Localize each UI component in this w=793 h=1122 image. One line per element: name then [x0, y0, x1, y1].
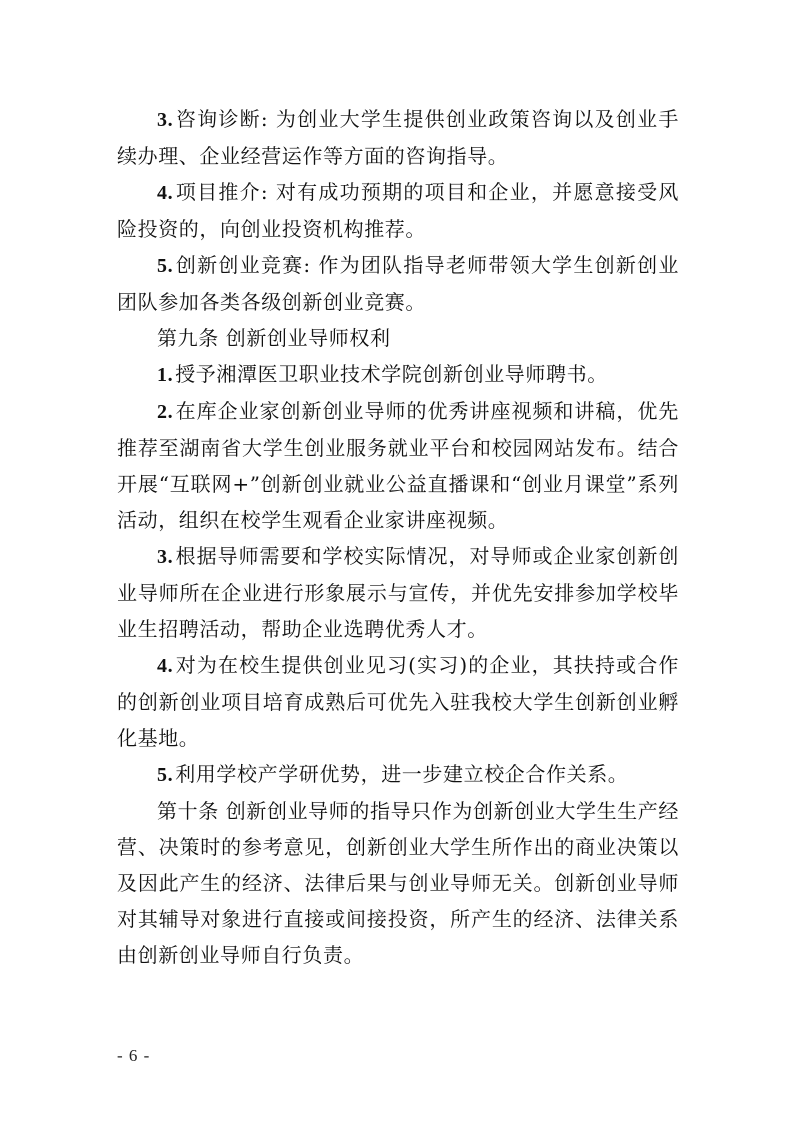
- paragraph-item-3-consulting: [117, 101, 679, 174]
- paragraph-text: 第十条 创新创业导师的指导只作为创新创业大学生生产经营、决策时的参考意见，创新创业大学生所作出的商业决策以及因此产生的经济、法律后果与创业导师无关。创新创业导师对其辅导对象进行直接或间接投资，所产生的经济、法律关系由创新创业导师自行负责。: [117, 799, 679, 967]
- paragraph-text: 根据导师需要和学校实际情况，对导师或企业家创新创业导师所在企业进行形象展示与宣传，并优先安排参加学校毕业生招聘活动，帮助企业选聘优秀人才。: [117, 544, 679, 641]
- paragraph-text: 利用学校产学研优势，进一步建立校企合作关系。: [175, 762, 629, 786]
- page-number: - 6 -: [117, 1046, 151, 1065]
- paragraph-right-3-publicity: [117, 538, 679, 647]
- item-number: 2.: [157, 401, 174, 423]
- paragraph-text: 创新创业竞赛: 作为团队指导老师带领大学生创新创业团队参加各类各级创新创业竞赛。: [117, 253, 679, 314]
- paragraph-text: 咨询诊断: 为创业大学生提供创业政策咨询以及创业手续办理、企业经营运作等方面的咨询指导。: [117, 107, 679, 168]
- article-9-heading: [117, 320, 679, 356]
- item-number: 3.: [157, 109, 174, 131]
- paragraph-text: 第九条 创新创业导师权利: [157, 326, 391, 350]
- document-body: [117, 101, 679, 973]
- item-number: 4.: [157, 182, 174, 204]
- article-10-paragraph: [117, 793, 679, 973]
- item-number: 5.: [157, 255, 174, 277]
- paragraph-item-4-project-recommendation: [117, 174, 679, 247]
- paragraph-right-1-certificate: [117, 356, 679, 393]
- paragraph-text: 授予湘潭医卫职业技术学院创新创业导师聘书。: [175, 362, 608, 386]
- paragraph-right-2-promotion: [117, 393, 679, 538]
- paragraph-item-5-competition: [117, 247, 679, 320]
- paragraph-right-5-cooperation: [117, 756, 679, 793]
- item-number: 1.: [157, 364, 174, 386]
- paragraph-text: 项目推介: 对有成功预期的项目和企业，并愿意接受风险投资的，向创业投资机构推荐。: [117, 180, 679, 241]
- paragraph-text: 对为在校生提供创业见习(实习)的企业，其扶持或合作的创新创业项目培育成熟后可优先入驻我校大学生创新创业孵化基地。: [117, 653, 679, 750]
- paragraph-right-4-incubation: [117, 647, 679, 756]
- item-number: 4.: [157, 655, 174, 677]
- item-number: 3.: [157, 546, 174, 568]
- paragraph-text: 在库企业家创新创业导师的优秀讲座视频和讲稿，优先推荐至湖南省大学生创业服务就业平台和校园网站发布。结合开展“互联网+”创新创业就业公益直播课和“创业月课堂”系列活动，组织在校学生观看企业家讲座视频。: [117, 399, 679, 532]
- item-number: 5.: [157, 764, 174, 786]
